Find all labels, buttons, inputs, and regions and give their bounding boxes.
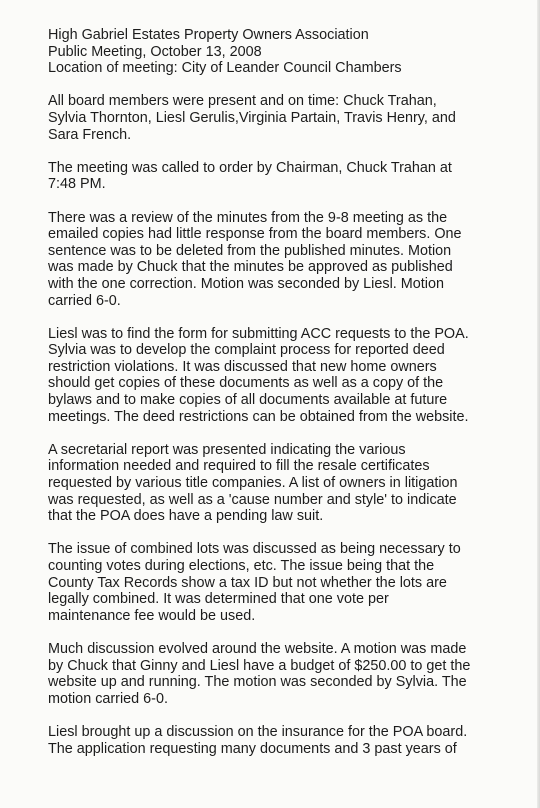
header-line-location: Location of meeting: City of Leander Council Chambers — [48, 60, 402, 77]
paragraph-minutes-review: There was a review of the minutes from the 9-8 meeting as the emailed copies had little response from the board members. One sentence was to be deleted from the published minutes. Motion was made by Chuck that the minutes be approved as published with the one correction. Motion was seconded by Liesl. Motion carried 6-0. — [48, 209, 462, 309]
paragraph-call-to-order: The meeting was called to order by Chairman, Chuck Trahan at 7:48 PM. — [48, 159, 452, 193]
paragraph-combined-lots: The issue of combined lots was discussed as being necessary to counting votes during elections, etc. The issue being that the County Tax Records show a tax ID but not whether the lots are legally combined. It was determined that one vote per maintenance fee would be used. — [48, 541, 461, 624]
document-header — [48, 27, 518, 77]
paragraph-acc-requests: Liesl was to find the form for submitting ACC requests to the POA. Sylvia was to develop the complaint process for reported deed restriction violations. It was discussed that new home owners should get copies of these documents as well as a copy of the bylaws and to make copies of all documents available at future meetings. The deed restrictions can be obtained from the website. — [48, 325, 469, 425]
paragraph-attendance: All board members were present and on time: Chuck Trahan, Sylvia Thornton, Liesl Gerulis,Virginia Partain, Travis Henry, and Sara French. — [48, 93, 456, 143]
paragraph-insurance: Liesl brought up a discussion on the insurance for the POA board. The application requesting many documents and 3 past years of — [48, 723, 468, 757]
paragraph-website: Much discussion evolved around the website. A motion was made by Chuck that Ginny and Liesl have a budget of $250.00 to get the website up and running. The motion was seconded by Sylvia. The motion carried 6-0. — [48, 640, 471, 707]
paragraph-secretarial-report: A secretarial report was presented indicating the various information needed and required to fill the resale certificates requested by various title companies. A list of owners in litigation was requested, as well as a 'cause number and style' to indicate that the POA does have a pending law suit. — [48, 441, 458, 525]
minutes-page — [48, 27, 518, 774]
header-line-meeting-date: Public Meeting, October 13, 2008 — [48, 43, 262, 60]
header-line-organization: High Gabriel Estates Property Owners Association — [48, 27, 369, 43]
